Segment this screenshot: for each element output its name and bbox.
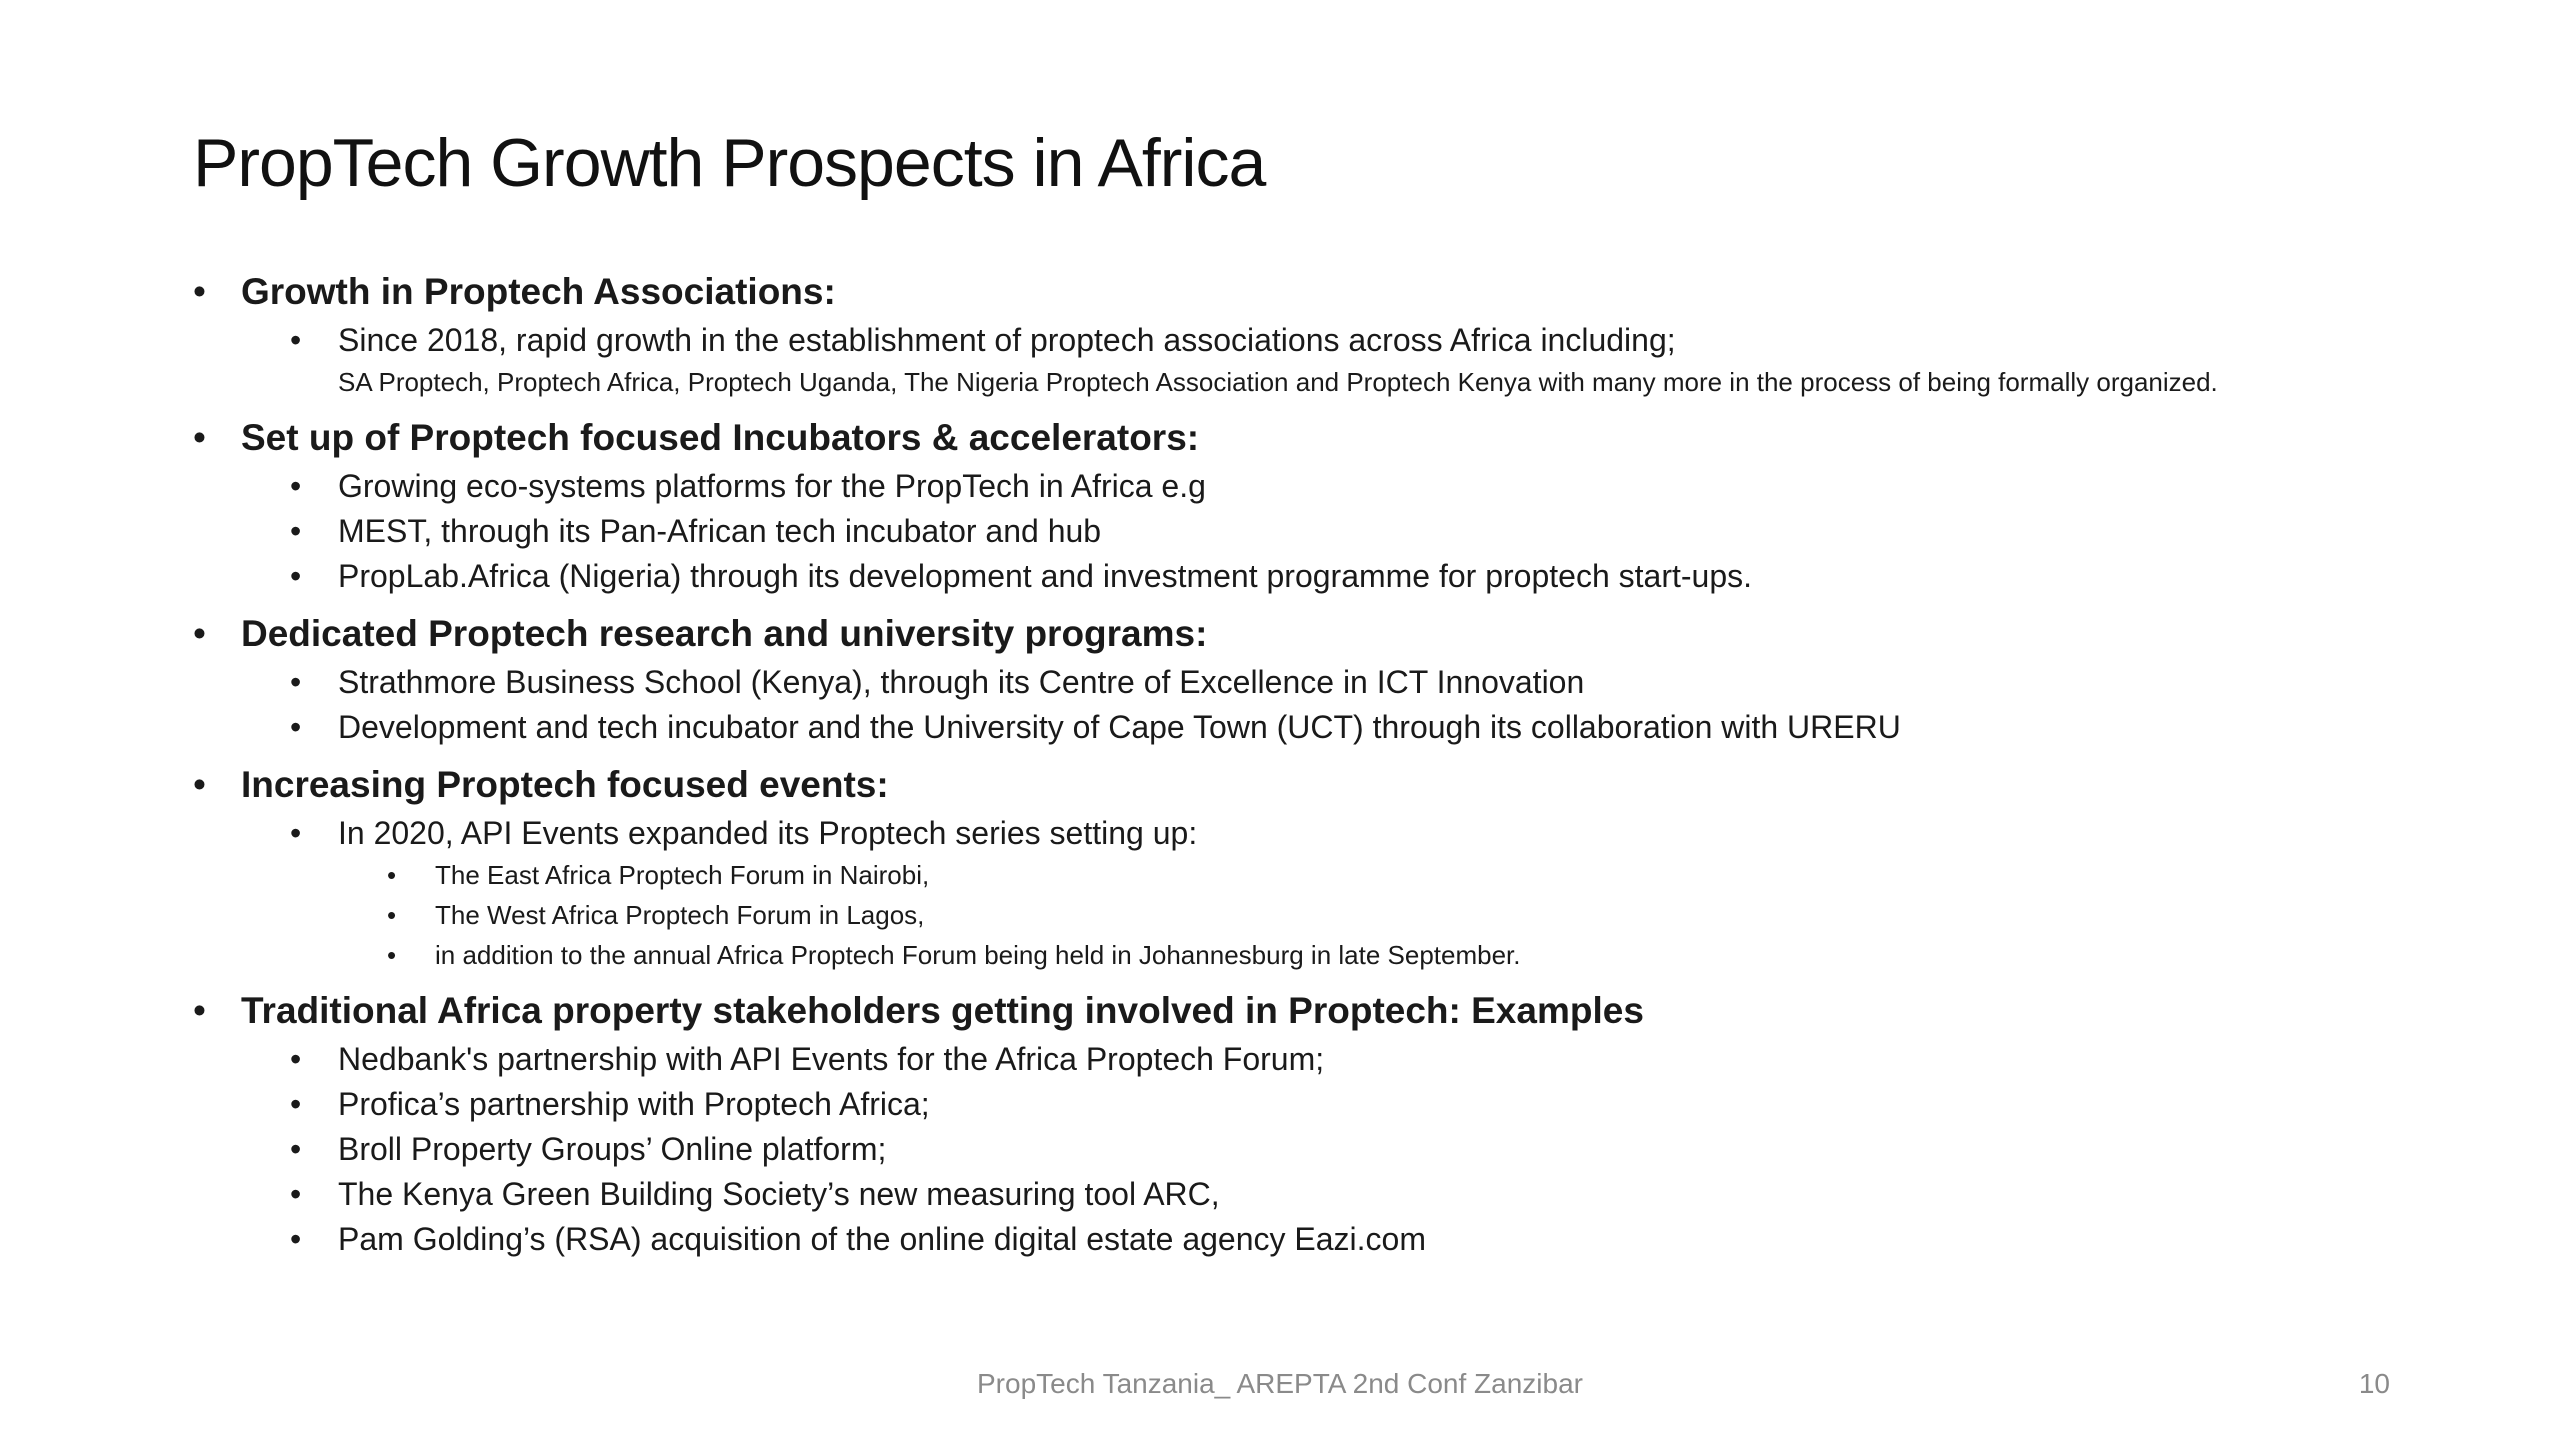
sub-list-item-text: in addition to the annual Africa Proptech Forum being held in Johannesburg in late September. — [435, 940, 1521, 970]
list-item — [290, 1037, 1325, 1081]
list-item — [290, 464, 1206, 508]
bullet-icon: • — [193, 271, 206, 312]
section-heading — [193, 268, 836, 316]
bullet-icon: • — [290, 322, 302, 358]
section-heading-text: Set up of Proptech focused Incubators & accelerators: — [241, 417, 1200, 458]
bullet-icon: • — [290, 1131, 302, 1167]
bullet-icon: • — [387, 900, 397, 930]
section-heading — [193, 987, 1644, 1035]
list-item-text: Growing eco-systems platforms for the PropTech in Africa e.g — [338, 468, 1206, 504]
bullet-icon: • — [290, 1041, 302, 1077]
bullet-icon: • — [193, 613, 206, 654]
section-heading — [193, 414, 1200, 462]
list-item — [290, 660, 1585, 704]
list-item-text: MEST, through its Pan-African tech incubator and hub — [338, 513, 1102, 549]
section-heading — [193, 761, 889, 809]
bullet-icon: • — [290, 815, 302, 851]
list-item — [290, 509, 1102, 553]
bullet-icon: • — [290, 664, 302, 700]
bullet-icon: • — [290, 558, 302, 594]
sub-list-item — [387, 897, 925, 933]
bullet-icon: • — [290, 513, 302, 549]
bullet-icon: • — [290, 1176, 302, 1212]
sub-list-item-text: The West Africa Proptech Forum in Lagos, — [435, 900, 925, 930]
page-number: 10 — [2358, 1368, 2390, 1399]
bullet-icon: • — [290, 1086, 302, 1122]
section-heading-text: Dedicated Proptech research and university programs: — [241, 613, 1208, 654]
list-item-text: Nedbank's partnership with API Events for the Africa Proptech Forum; — [338, 1041, 1325, 1077]
section-heading-text: Growth in Proptech Associations: — [241, 271, 836, 312]
list-item-text: Pam Golding’s (RSA) acquisition of the online digital estate agency Eazi.com — [338, 1221, 1426, 1257]
bullet-icon: • — [387, 940, 397, 970]
bullet-icon: • — [290, 709, 302, 745]
slide-title: PropTech Growth Prospects in Africa — [193, 125, 1266, 201]
list-item-continuation: SA Proptech, Proptech Africa, Proptech Uganda, The Nigeria Proptech Association and Proptech Kenya with many more in the process of being formally organized. — [338, 367, 2218, 397]
sub-list-item — [387, 857, 930, 893]
sub-list-item — [387, 937, 1521, 973]
list-item-text: In 2020, API Events expanded its Proptech series setting up: — [338, 815, 1198, 851]
section-heading — [193, 610, 1208, 658]
bullet-icon: • — [193, 764, 206, 805]
list-item — [290, 705, 1901, 749]
bullet-icon: • — [290, 468, 302, 504]
bullet-icon: • — [387, 860, 397, 890]
footer-text: PropTech Tanzania_ AREPTA 2nd Conf Zanzibar — [977, 1368, 1583, 1399]
list-item — [290, 1217, 1426, 1261]
list-item-text: Since 2018, rapid growth in the establishment of proptech associations across Africa including; — [338, 322, 1676, 358]
list-item — [290, 554, 1753, 598]
section-heading-text: Traditional Africa property stakeholders getting involved in Proptech: Examples — [241, 990, 1644, 1031]
list-item-text: Broll Property Groups’ Online platform; — [338, 1131, 887, 1167]
list-item — [290, 811, 1198, 855]
section-heading-text: Increasing Proptech focused events: — [241, 764, 889, 805]
list-item-text: Strathmore Business School (Kenya), through its Centre of Excellence in ICT Innovation — [338, 664, 1585, 700]
list-item-text: Profica’s partnership with Proptech Africa; — [338, 1086, 930, 1122]
list-item-text: Development and tech incubator and the University of Cape Town (UCT) through its collaboration with URERU — [338, 709, 1901, 745]
list-item — [290, 1172, 1220, 1216]
bullet-icon: • — [193, 417, 206, 458]
list-item-text: PropLab.Africa (Nigeria) through its development and investment programme for proptech start-ups. — [338, 558, 1753, 594]
list-item — [290, 318, 1676, 362]
sub-list-item-text: The East Africa Proptech Forum in Nairobi, — [435, 860, 930, 890]
list-item-text: The Kenya Green Building Society’s new measuring tool ARC, — [338, 1176, 1220, 1212]
bullet-icon: • — [193, 990, 206, 1031]
list-item — [290, 1082, 930, 1126]
list-item — [290, 1127, 887, 1171]
bullet-icon: • — [290, 1221, 302, 1257]
